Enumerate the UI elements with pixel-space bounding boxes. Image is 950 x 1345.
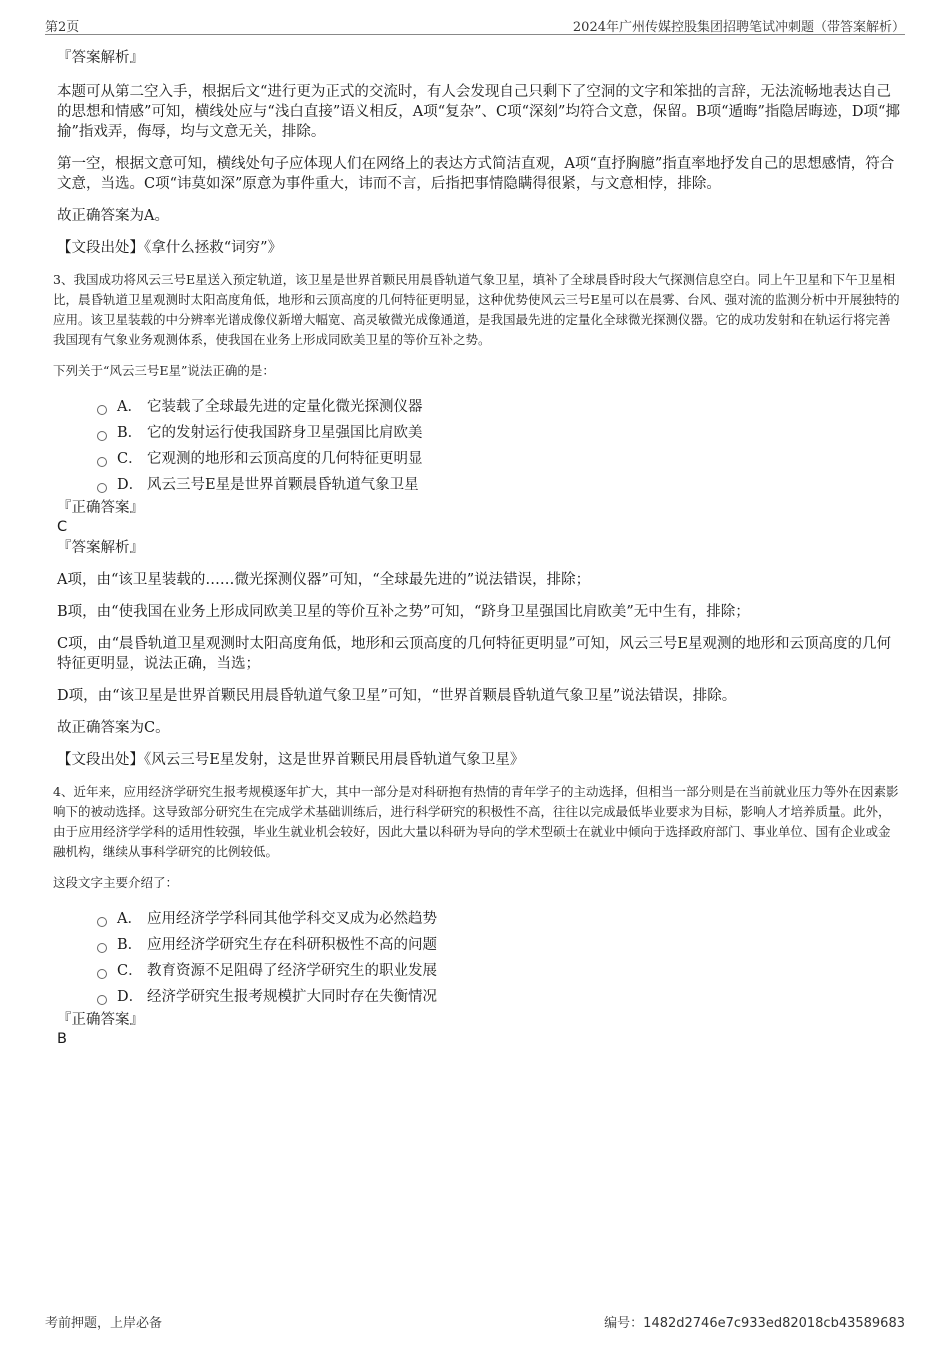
q3-analysis-d: D项，由“该卫星是世界首颗民用晨昏轨道气象卫星”可知，“世界首颗晨昏轨道气象卫星”说法错误，排除。 — [57, 688, 737, 704]
radio-icon[interactable] — [97, 943, 107, 953]
radio-icon[interactable] — [97, 995, 107, 1005]
radio-icon[interactable] — [97, 917, 107, 927]
footer-code-wrap — [604, 1312, 905, 1331]
q3-answer-label: 『正确答案』 — [57, 500, 144, 516]
q3-option-d[interactable]: D． 风云三号E星是世界首颗晨昏轨道气象卫星 — [97, 472, 900, 498]
q3-option-c[interactable]: C． 它观测的地形和云顶高度的几何特征更明显 — [97, 446, 900, 472]
q3-conclusion: 故正确答案为C。 — [57, 720, 170, 736]
q2-source: 【文段出处】《拿什么拯救“词穷”》 — [57, 240, 283, 256]
q3-option-b[interactable]: B． 它的发射运行使我国跻身卫星强国比肩欧美 — [97, 420, 900, 446]
q3-analysis-c: C项，由“晨昏轨道卫星观测时太阳高度角低，地形和云顶高度的几何特征更明显”可知，风云三号E星观测的地形和云顶高度的几何特征更明显，说法正确，当选； — [57, 636, 891, 672]
q3-analysis-label: 『答案解析』 — [57, 540, 144, 556]
radio-icon[interactable] — [97, 405, 107, 415]
radio-icon[interactable] — [97, 969, 107, 979]
q4-option-b[interactable]: B． 应用经济学研究生存在科研积极性不高的问题 — [97, 932, 900, 958]
footer-code-label: 编号： — [604, 1316, 644, 1331]
q2-analysis-label: 『答案解析』 — [57, 50, 144, 66]
q2-analysis-paragraph-2: 第一空，根据文意可知，横线处句子应体现人们在网络上的表达方式简洁直观，A项“直抒胸臆”指直率地抒发自己的思想感情，符合文意，当选。C项“讳莫如深”原意为事件重大，讳而不言，后指把事情隐瞒得很紧，与文意相悖，排除。 — [57, 156, 895, 192]
q3-stem: 3、我国成功将风云三号E星送入预定轨道，该卫星是世界首颗民用晨昏轨道气象卫星，填补了全球晨昏时段大气探测信息空白。同上午卫星和下午卫星相比，晨昏轨道卫星观测时太阳高度角低，地形和云顶高度的几何特征更明显，这种优势使风云三号E星可以在晨雾、台风、强对流的监测分析中开展独特的应用。该卫星装载的中分辨率光谱成像仪新增大幅宽、高灵敏微光成像通道，是我国最先进的定量化全球微光探测仪器。它的成功发射和在轨运行将完善我国现有气象业务观测体系，使我国在业务上形成同欧美卫星的等价互补之势。 — [53, 272, 900, 347]
q3-source: 【文段出处】《风云三号E星发射，这是世界首颗民用晨昏轨道气象卫星》 — [57, 752, 525, 768]
q3-option-a[interactable]: A． 它装载了全球最先进的定量化微光探测仪器 — [97, 394, 900, 420]
q4-answer: B — [57, 1031, 67, 1047]
q3-options — [55, 394, 900, 498]
footer-slogan: 考前押题，上岸必备 — [45, 1316, 163, 1331]
q2-conclusion: 故正确答案为A。 — [57, 208, 169, 224]
q4-option-c[interactable]: C． 教育资源不足阻碍了经济学研究生的职业发展 — [97, 958, 900, 984]
radio-icon[interactable] — [97, 431, 107, 441]
q4-options — [55, 906, 900, 1010]
q3-analysis-a: A项，由“该卫星装载的……微光探测仪器”可知，“全球最先进的”说法错误，排除； — [57, 572, 591, 588]
q4-option-a[interactable]: A． 应用经济学学科同其他学科交叉成为必然趋势 — [97, 906, 900, 932]
radio-icon[interactable] — [97, 483, 107, 493]
page-header — [45, 14, 905, 35]
q3-answer: C — [57, 519, 68, 535]
q3-analysis-b: B项，由“使我国在业务上形成同欧美卫星的等价互补之势”可知，“跻身卫星强国比肩欧美”无中生有，排除； — [57, 604, 750, 620]
q4-option-d[interactable]: D． 经济学研究生报考规模扩大同时存在失衡情况 — [97, 984, 900, 1010]
page-number: 第2页 — [45, 20, 80, 35]
page-content — [55, 46, 900, 1048]
q4-prompt: 这段文字主要介绍了： — [53, 875, 179, 890]
footer-code: 1482d2746e7c933ed82018cb43589683 — [643, 1316, 905, 1331]
q3-prompt: 下列关于“风云三号E星”说法正确的是： — [53, 363, 275, 378]
q2-analysis-paragraph-1: 本题可从第二空入手，根据后文“进行更为正式的交流时，有人会发现自己只剩下了空洞的文字和笨拙的言辞，无法流畅地表达自己的思想和情感”可知，横线处应与“浅白直接”语义相反，A项“复杂”、C项“深刻”均符合文意，保留。B项“遁晦”指隐居晦迹，D项“揶揄”指戏弄，侮辱，均与文意无关，排除。 — [57, 84, 900, 140]
radio-icon[interactable] — [97, 457, 107, 467]
q4-stem: 4、近年来，应用经济学研究生报考规模逐年扩大，其中一部分是对科研抱有热情的青年学子的主动选择，但相当一部分则是在当前就业压力等外在因素影响下的被动选择。这导致部分研究生在完成学术基础训练后，进行科学研究的积极性不高，往往以完成最低毕业要求为目标，影响人才培养质量。此外，由于应用经济学学科的适用性较强，毕业生就业机会较好，因此大量以科研为导向的学术型硕士在就业中倾向于选择政府部门、事业单位、国有企业或金融机构，继续从事科学研究的比例较低。 — [53, 784, 899, 859]
document-title: 2024年广州传媒控股集团招聘笔试冲刺题（带答案解析） — [572, 20, 905, 35]
q4-answer-label: 『正确答案』 — [57, 1012, 144, 1028]
